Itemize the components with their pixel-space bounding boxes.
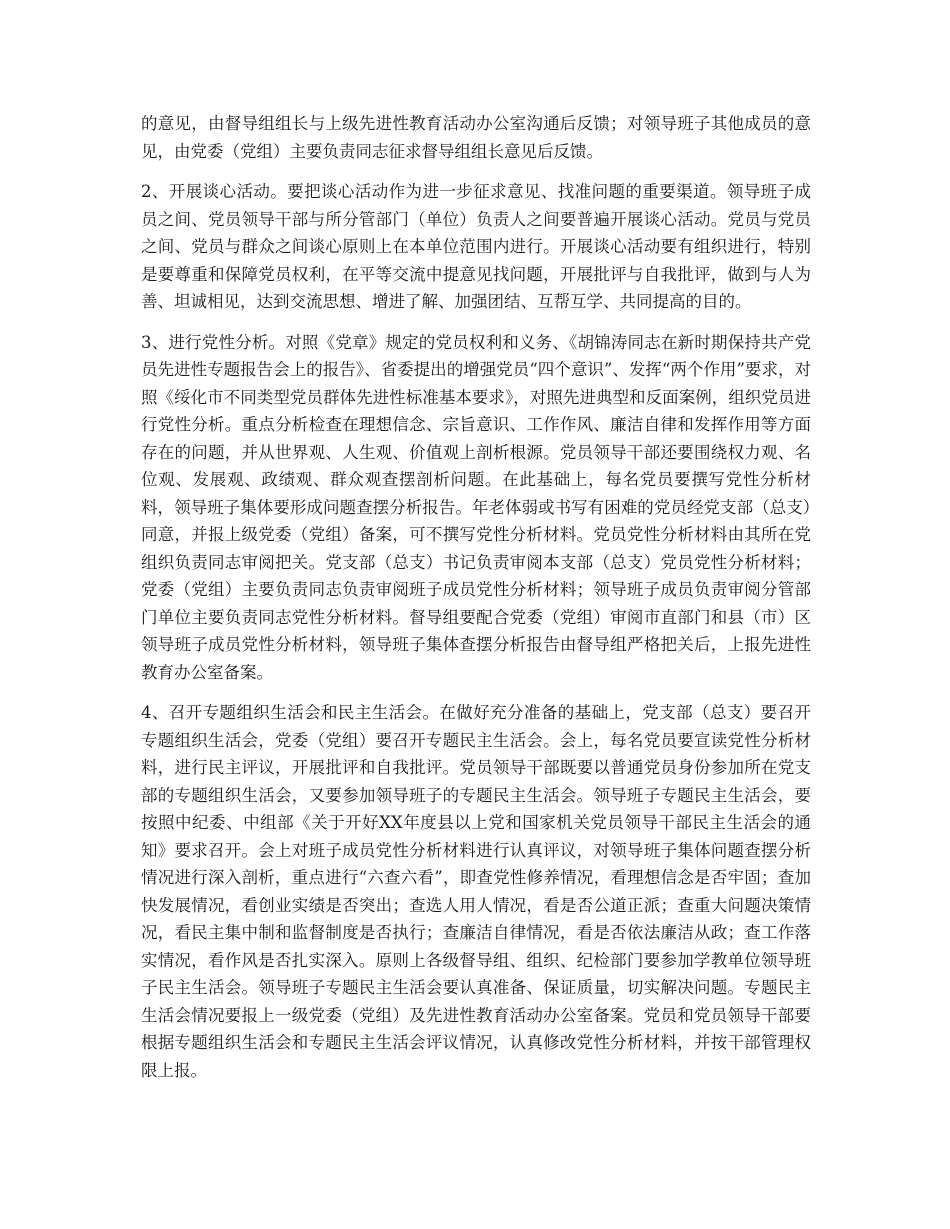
paragraph-democratic-life-meetings: 4、召开专题组织生活会和民主生活会。在做好充分准备的基础上，党支部（总支）要召开专题组织生活会，党委（党组）要召开专题民主生活会。会上，每名党员要宣读党性分析材料，进行民主评议，开展批评和自我批评。党员领导干部既要以普通党员身份参加所在党支部的专题组织生活会，又要参加领导班子的专题民主生活会。领导班子专题民主生活会，要按照中纪委、中组部《关于开好XX年度县以上党和国家机关党员领导干部民主生活会的通知》要求召开。会上对班子成员党性分析材料进行认真评议，对领导班子集体问题查摆分析情况进行深入剖析，重点进行“六查六看”，即查党性修养情况，看理想信念是否牢固；查加快发展情况，看创业实绩是否突出；查选人用人情况，看是否公道正派；查重大问题决策情况，看民主集中制和监督制度是否执行；查廉洁自律情况，看是否依法廉洁从政；查工作落实情况，看作风是否扎实深入。原则上各级督导组、组织、纪检部门要参加学教单位领导班子民主生活会。领导班子专题民主生活会要认真准备、保证质量，切实解决问题。专题民主生活会情况要报上一级党委（党组）及先进性教育活动办公室备案。党员和党员领导干部要根据专题组织生活会和专题民主生活会评议情况，认真修改党性分析材料，并按干部管理权限上报。 bbox=[141, 703, 811, 1080]
paragraph-heart-to-heart-talks: 2、开展谈心活动。要把谈心活动作为进一步征求意见、找准问题的重要渠道。领导班子成员之间、党员领导干部与所分管部门（单位）负责人之间要普遍开展谈心活动。党员与党员之间、党员与群众之间谈心原则上在本单位范围内进行。开展谈心活动要有组织进行，特别是要尊重和保障党员权利，在平等交流中提意见找问题，开展批评与自我批评，做到与人为善、坦诚相见，达到交流思想、增进了解、加强团结、互帮互学、共同提高的目的。 bbox=[141, 182, 811, 311]
document-body bbox=[141, 110, 811, 1097]
paragraph-feedback-continuation: 的意见，由督导组组长与上级先进性教育活动办公室沟通后反馈；对领导班子其他成员的意见，由党委（党组）主要负责同志征求督导组组长意见后反馈。 bbox=[141, 114, 811, 161]
paragraph-party-spirit-analysis: 3、进行党性分析。对照《党章》规定的党员权利和义务、《胡锦涛同志在新时期保持共产党员先进性专题报告会上的报告》、省委提出的增强党员“四个意识”、发挥“两个作用”要求，对照《绥化市不同类型党员群体先进性标准基本要求》，对照先进典型和反面案例，组织党员进行党性分析。重点分析检查在理想信念、宗旨意识、工作作风、廉洁自律和发挥作用等方面存在的问题，并从世界观、人生观、价值观上剖析根源。党员领导干部还要围绕权力观、名位观、发展观、政绩观、群众观查摆剖析问题。在此基础上，每名党员要撰写党性分析材料，领导班子集体要形成问题查摆分析报告。年老体弱或书写有困难的党员经党支部（总支）同意，并报上级党委（党组）备案，可不撰写党性分析材料。党员党性分析材料由其所在党组织负责同志审阅把关。党支部（总支）书记负责审阅本支部（总支）党员党性分析材料；党委（党组）主要负责同志负责审阅班子成员党性分析材料；领导班子成员负责审阅分管部门单位主要负责同志党性分析材料。督导组要配合党委（党组）审阅市直部门和县（市）区领导班子成员党性分析材料，领导班子集体查摆分析报告由督导组严格把关后，上报先进性教育办公室备案。 bbox=[141, 332, 811, 682]
